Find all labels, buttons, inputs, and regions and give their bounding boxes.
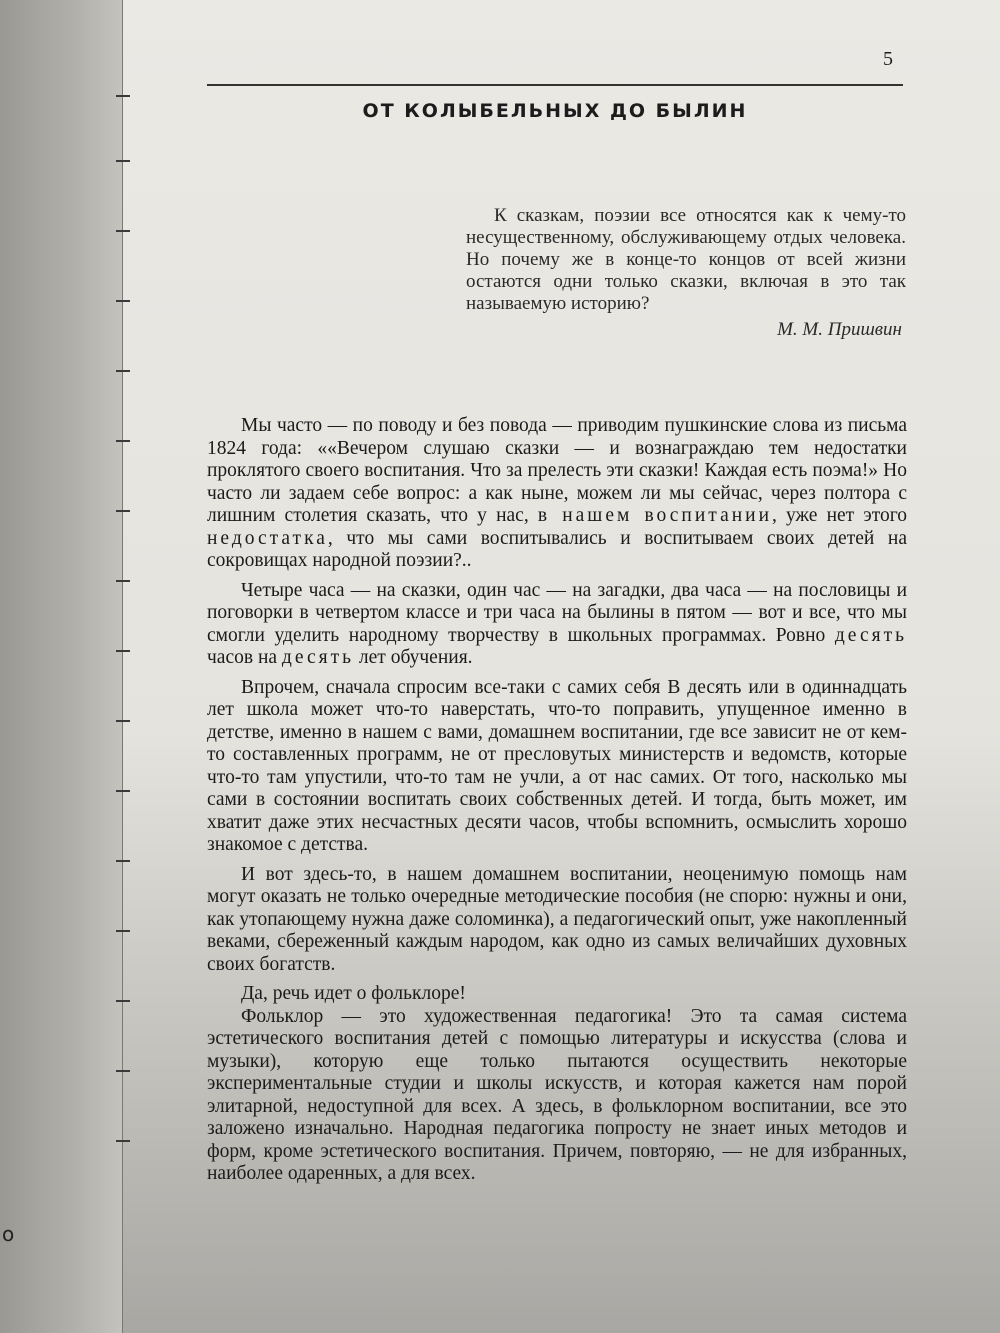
binding-stitch [116, 160, 130, 162]
paragraph: Четыре часа — на сказки, один час — на загадки, два часа — на пословицы и поговорки в четвертом классе и три часа на былины в пятом — вот и все, что мы смогли уделить народному творчеству в школьных программах. Ровно десять часов на десять лет обучения. [207, 579, 907, 668]
paragraph: Мы часто — по поводу и без повода — приводим пушкинские слова из письма 1824 года: ««Вечером слушаю сказки — и вознаграждаю тем недостатки проклятого своего воспитания. Что за прелесть эти сказки! Каждая есть поэма!» Но часто ли задаем себе вопрос: а как ныне, можем ли мы сейчас, через полтора с лишним столетия сказать, что у нас, в нашем воспитании, уже нет этого недостатка, что мы сами воспитывались и воспитываем своих детей на сокровищах народной поэзии?.. [207, 415, 907, 571]
epigraph-author: М. М. Пришвин [777, 319, 902, 340]
binding-stitch [116, 510, 130, 512]
binding-stitch [116, 650, 130, 652]
binding-stitch [116, 300, 130, 302]
binding-stitch [116, 790, 130, 792]
binding-stitch [116, 230, 130, 232]
epigraph-text: К сказкам, поэзии все относятся как к чему-то несущественному, обслуживающему отдых человека. Но почему же в конце-то концов от всей жизни остаются одни только сказки, включая в это так называемую историю? [466, 205, 906, 314]
body-text [207, 415, 907, 1193]
binding-stitch [116, 1140, 130, 1142]
page-number: 5 [883, 48, 893, 70]
binding-stitch [116, 930, 130, 932]
paragraph: Да, речь идет о фольклоре! [241, 983, 466, 1004]
edge-mark: о [2, 1222, 15, 1246]
binding-stitch [116, 720, 130, 722]
paragraph: Фольклор — это художественная педагогика! Это та самая система эстетического воспитания детей с помощью литературы и искусства (слова и музыки), которую еще только пытаются осуществить некоторые экспериментальные студии и школы искусств, и которая кажется нам порой элитарной, недоступной для всех. А здесь, в фольклорном воспитании, все это заложено изначально. Народная педагогика попросту не знает иных методов и форм, кроме эстетического воспитания. Причем, повторяю, — не для избранных, наиболее одаренных, а для всех. [207, 1005, 907, 1184]
paragraph: И вот здесь-то, в нашем домашнем воспитании, неоценимую помощь нам могут оказать не только очередные методические пособия (не спорю: нужны и они, как утопающему нужна даже соломинка), а педагогический опыт, уже накопленный веками, сбереженный каждым народом, как одно из самых величайших духовных своих богатств. [207, 863, 907, 975]
book-page [122, 0, 1000, 1333]
chapter-title: ОТ КОЛЫБЕЛЬНЫХ ДО БЫЛИН [362, 100, 748, 122]
binding-stitch [116, 440, 130, 442]
epigraph [466, 205, 906, 341]
binding-stitch [116, 860, 130, 862]
binding-stitch [116, 580, 130, 582]
binding-stitch [116, 1000, 130, 1002]
header-rule [207, 84, 903, 86]
binding-stitch [116, 370, 130, 372]
adjacent-page-edge [0, 0, 130, 1333]
paragraph: Впрочем, сначала спросим все-таки с самих себя В десять или в одиннадцать лет школа может что-то наверстать, что-то поправить, упущенное именно в детстве, именно в нашем с вами, домашнем воспитании, где все зависит не от кем-то составленных программ, не от пресловутых министерств и ведомств, которые что-то там упустили, что-то там не учли, а от нас самих. От того, насколько мы сами в состоянии воспитать своих собственных детей. И тогда, быть может, им хватит даже этих несчастных десяти часов, чтобы вспомнить, осмыслить хорошо знакомое с детства. [207, 676, 907, 855]
binding-stitch [116, 1070, 130, 1072]
binding-stitch [116, 95, 130, 97]
